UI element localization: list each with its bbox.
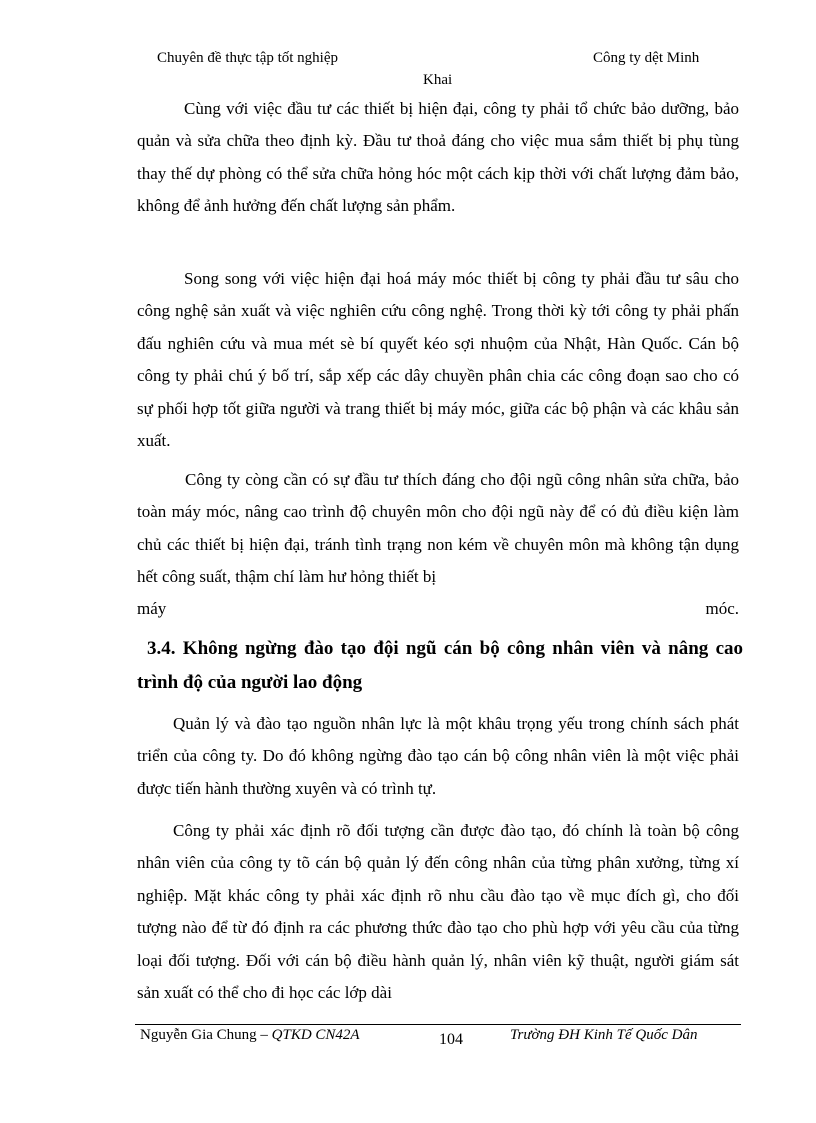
paragraph-training-targets: Công ty phải xác định rõ đối tượng cần được đào tạo, đó chính là toàn bộ công nhân viên của công ty tõ cán bộ quản lý đến công nhân của từng phân xưởng, từng xí nghiệp. Mặt khác công ty phải xác định rõ nhu cầu đào tạo về mục đích gì, cho đối tượng nào để từ đó định ra các phương thức đào tạo cho phù hợp với yêu cầu của từng loại đối tượng. Đối với cán bộ điều hành quản lý, nhân viên kỹ thuật, người giám sát sản xuất có thể cho đi học các lớp dài <box>137 821 739 1003</box>
page-number: 104 <box>439 1031 463 1048</box>
footer-school: Trường ĐH Kinh Tế Quốc Dân <box>510 1027 698 1043</box>
footer-author <box>140 1027 360 1044</box>
page-header <box>0 46 816 96</box>
paragraph-technology: Song song với việc hiện đại hoá máy móc thiết bị công ty phải đầu tư sâu cho công nghệ sản xuất và việc nghiên cứu công nghệ. Trong thời kỳ tới công ty phải phấn đấu nghiên cứu và mua mét sè bí quyết kéo sợi nhuộm của Nhật, Hàn Quốc. Cán bộ công ty phải chú ý bố trí, sắp xếp các dây chuyền phân chia các công đoạn sao cho có sự phối hợp tốt giữa người và trang thiết bị máy móc, giữa các bộ phận và các khâu sản xuất. <box>137 269 739 451</box>
header-company-name-continued: Khai <box>423 72 453 88</box>
header-report-title: Chuyên đề thực tập tốt nghiệp <box>157 50 339 66</box>
paragraph-repair-workforce: Công ty còng cần có sự đầu tư thích đáng cho đội ngũ công nhân sửa chữa, bảo toàn máy móc, nâng cao trình độ chuyên môn cho đội ngũ này để có đủ điều kiện làm chủ các thiết bị hiện đại, tránh tình trạng non kém về chuyên môn mà không tận dụng hết công suất, thậm chí làm hư hỏng thiết bị <box>137 470 739 587</box>
paragraph-maintenance: Cùng với việc đầu tư các thiết bị hiện đại, công ty phải tổ chức bảo dưỡng, bảo quản và sửa chữa theo định kỳ. Đầu tư thoả đáng cho việc mua sắm thiết bị phụ tùng thay thế dự phòng có thể sửa chữa hỏng hóc một cách kịp thời với chất lượng đảm bảo, không để ảnh hưởng đến chất lượng sản phẩm. <box>137 99 739 216</box>
header-company-name: Công ty dệt Minh <box>593 50 700 66</box>
section-heading: 3.4. Không ngừng đào tạo đội ngũ cán bộ công nhân viên và nâng cao trình độ của người lao động <box>137 638 743 693</box>
footer-author-name: Nguyễn Gia Chung – <box>140 1027 272 1043</box>
paragraph-hr-management: Quản lý và đào tạo nguồn nhân lực là một khâu trọng yếu trong chính sách phát triển của công ty. Do đó không ngừng đào tạo cán bộ công nhân viên là một việc phải được tiến hành thường xuyên và có trình tự. <box>137 714 739 798</box>
last-line-word-right: móc. <box>705 599 739 618</box>
footer-divider <box>135 1024 741 1025</box>
footer-class: QTKD CN42A <box>271 1027 360 1043</box>
last-line-word-left: máy <box>137 599 167 618</box>
